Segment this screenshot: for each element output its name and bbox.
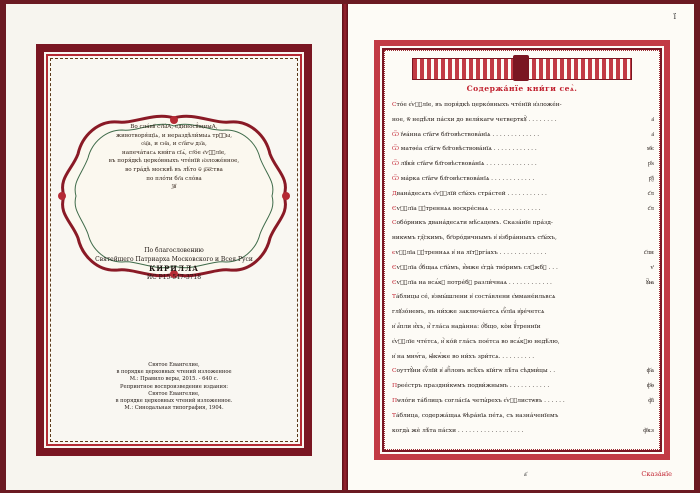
cartouche-line: Во сла́вꙋ ст҃ы́А, единосꙋ́щныА, <box>130 124 218 130</box>
toc-initial: Ѿ <box>392 161 399 168</box>
right-page <box>348 4 694 490</box>
toc-entry-text: а́блицы се́, и҆змы́шлени и҆ соста́влени є҆ммане́ильвсѧ <box>395 294 556 301</box>
toc-row <box>392 305 654 320</box>
toc-initial: Є <box>392 264 397 271</box>
imprint-line: в порядке церковных чтений изложенное <box>116 369 232 376</box>
toc-entry-text: матѳе́а ст҃а́гѡ бл҃говѣствова́нїѧ . . . . . . . . . . . . <box>398 146 537 153</box>
toc-page-number: ф҃кз <box>641 424 654 439</box>
toc-entry-text: ѵⷢ҇лїа ѻ҆́бщаѧ ст҃ы́мъ, и҆̀мже є҆гда̀ тво́римъ слꙋ́жбꙋ . . . <box>396 264 558 271</box>
patriarch-name: КИРИЛЛА <box>149 264 199 273</box>
imprint-line: Святейшего Патриарха Московского и Всея Руси <box>95 256 253 263</box>
imprint-line: в порядке церковных чтений изложенное. <box>115 398 233 405</box>
cartouche-line: напеча́тасѧ кни́га сїѧ̀, ст҃о́е є҆ѵⷢ҇лїе, <box>122 149 226 156</box>
toc-row <box>392 424 654 439</box>
toc-initial: П <box>392 397 398 404</box>
toc-row <box>392 290 654 305</box>
imprint-line: М.: Синодальная типография, 1904. <box>124 405 224 412</box>
cartouche-line: ѻ҆ц҃а, и сн҃а, и ст҃а́гѡ дх҃а, <box>141 141 207 148</box>
imprint-line: Святое Евангелие, <box>148 390 200 397</box>
toc-page-number: р҃ѯ <box>647 172 654 187</box>
toc-row <box>392 320 654 335</box>
page-signature: а҃ <box>524 471 527 478</box>
toc-initial: Ѿ <box>392 131 399 138</box>
cartouche-line: въ поря́дкѣ церко́вныхъ чте́нїй и҆зложе́нное, <box>108 158 240 165</box>
toc-entry-text: ное, ѿ недѣ́ли па́схи до вели́кагѡ четверткꙋ̀ . . . . . . . . <box>392 116 557 123</box>
toc-row <box>392 379 654 394</box>
ornamental-frame <box>374 40 670 460</box>
toc-row <box>392 216 654 231</box>
headpiece-ornament <box>412 58 632 80</box>
toc-entry-text: є҆ѵⷢ҇лїе чте́тсѧ, и҆̀ ко́й гла́съ пое́тса во всѧ́кꙋю недѣ́лю, <box>392 338 560 345</box>
toc-entry-text: глꙋзо́немъ, въ ни́хже заключа́етсѧ є҆ѵⷢ҇лїа и҆ҏе́четсѧ <box>392 309 545 316</box>
toc-page-number: ѵ҃ <box>649 261 654 276</box>
toc-entry-text: то́е є҆ѵⷢ҇лїе, въ поря́дкѣ церко́вныхъ чте́нїй и҆зложе́н- <box>396 102 562 108</box>
cartouche-text <box>102 110 246 192</box>
toc-row <box>392 113 654 128</box>
publication-imprint <box>58 362 290 412</box>
toc-initial: Є <box>392 205 397 212</box>
toc-page-number: ф҃а <box>645 364 654 379</box>
toc-entry-text: рее́стръ праздни́кѡмъ подви́жнымъ . . . . . . . . . . . <box>397 383 550 390</box>
toc-row <box>392 364 654 379</box>
toc-entry-text: никѡмъ гд҇скимъ, бг҃оро́дичнымъ и҆ и҆збра́нныхъ ст҃ы́хъ, <box>392 235 557 242</box>
folio-number: ї <box>673 12 676 21</box>
cartouche-line: во гра́дѣ москвѣ̀ въ лѣ́то ѿ р҇ж҇ства <box>125 166 223 173</box>
toc-page-number: ф҃ѳ <box>645 379 654 394</box>
toc-entry-text: оуттꙋ̀ни є҆ѵⷢ҇лїй и҆ а҆пⷭ҇ловъ всѣ́хъ кїи́гѡ лѣ́та сѣдми́цы . . <box>396 368 556 375</box>
toc-initial: С <box>392 368 397 375</box>
toc-entry-text: ї҆ѡа́нна ст҃а́гѡ бл҃говѣствова́нїѧ . . . . . . . . . . . . . <box>398 131 540 138</box>
toc-page-number: а҃ <box>649 113 654 128</box>
toc-entry-text: и҆ а҆́пли и҆́хъ, и҆̀ гла́са нада̀нна: ѻ҆́бщо, ко̀и ꙋ҆́треннїи <box>392 323 541 330</box>
toc-row <box>392 157 654 172</box>
toc-page-number: а҃ <box>649 128 654 143</box>
toc-row <box>392 261 654 276</box>
toc-entry-text: ѡло́ги та́блицъ согла́сїѧ четы́рехъ є҆ѵⷢ҇листѡвъ . . . . . . <box>397 397 565 404</box>
cartouche-line: по пло́ти бг҃а сло́ва <box>146 175 202 182</box>
toc-row <box>392 128 654 143</box>
toc-row <box>392 187 654 202</box>
toc-page-number: м҃є <box>645 142 654 157</box>
toc-initial: С <box>392 220 397 227</box>
toc-initial: П <box>392 383 398 390</box>
book-spread <box>6 4 694 490</box>
toc-row <box>392 246 654 261</box>
toc-page-number: ф҃і <box>646 394 654 409</box>
toc-entry-text: и҆ на мнѡ́га, ꙗ҆кѡ́же во ни́хъ зри́тсѧ. . . . . . . . . . <box>392 353 535 360</box>
toc-entry-text: вана́десѧть є҆ѵⷢ҇лїй ст҃ы́хъ стра́стей . . . . . . . . . . . <box>396 190 547 197</box>
toc-entry-text: ма́рка ст҃а́гѡ бл҃говѣствова́нїѧ . . . . . . . . . . . . <box>398 175 535 182</box>
toc-row <box>392 231 654 246</box>
imprint-line: Репринтное воспроизведение издания: <box>120 383 228 390</box>
toc-initial: Є <box>392 279 397 286</box>
ornamental-frame <box>36 44 312 456</box>
toc-row <box>392 98 654 113</box>
toc-initial: Т <box>392 294 396 301</box>
imprint-line: По благословению <box>144 247 204 254</box>
left-page <box>6 4 342 490</box>
toc-row <box>392 276 654 291</box>
cartouche-line: ѯꙋ <box>171 184 177 191</box>
toc-title: Содержа́нїе кни́ги сеѧ̀. <box>466 84 578 93</box>
toc-entry-text: ѵⷢ҇лїа на всѧ́кꙋ потре́бꙋ разли́чнаѧ . . . . . . . . . . . . <box>396 279 552 286</box>
blessing-imprint <box>58 246 290 282</box>
toc-row <box>392 350 654 365</box>
catchword: Сказа́нїе <box>641 470 672 478</box>
cross-icon <box>513 55 529 81</box>
toc-page-number: с҃лн <box>642 246 654 261</box>
toc-row <box>392 335 654 350</box>
toc-page-number: с҃л <box>646 202 654 217</box>
toc-page-number: р҃ѕ <box>646 157 654 172</box>
imprint-line: М.: Правило веры, 2015. - 640 с. <box>129 376 219 383</box>
toc-initial: Ѿ <box>392 146 399 153</box>
imprint-line: Святое Евангелие, <box>148 362 200 368</box>
toc-entry-text: ѵⷢ҇лїа ꙋ҆́треннѧѧ воскре́снаѧ . . . . . . . . . . . . . . <box>396 205 541 212</box>
toc-row <box>392 142 654 157</box>
toc-initial: Т <box>392 412 396 419</box>
toc-entry-text: а́блица, содержа́щаѧ ѿѣра́нїѧ пе́тѧ, съ назна́ченїемъ <box>395 412 559 419</box>
toc-entry-text: когда̀ жѐ лѣ́та па́схи . . . . . . . . . . . . . . . . . . <box>392 427 524 434</box>
cartouche-line: животворя́щїѧ, и нераздѣли́мыѧ трⷪ҇ы, <box>115 132 233 139</box>
toc-row <box>392 394 654 409</box>
toc-row <box>392 202 654 217</box>
toc-initial: С <box>392 102 397 108</box>
isbn-code: ИС Р15-547-3718 <box>146 274 202 281</box>
toc-initial: Ѿ <box>392 175 399 182</box>
toc-page-number: ꙋ҃ꙗ <box>644 276 654 291</box>
toc-row <box>392 409 654 424</box>
toc-entry-text: ѵⷢ҇лїа ꙋ҆́треннѧѧ и҆ на лїтꙋргі́ахъ . . . . . . . . . . . . . <box>395 249 547 256</box>
toc-page-number: с҃л <box>646 187 654 202</box>
toc-entry-text: обо́рникъ двана́десѧти мѣ́сѧцемъ. Сказа́нїе пра́зд- <box>396 220 553 227</box>
table-of-contents <box>392 98 654 438</box>
toc-row <box>392 172 654 187</box>
toc-initial: є <box>392 249 396 256</box>
toc-entry-text: лꙋкѝ ст҃а́гѡ бл҃говѣствова́нїѧ . . . . . . . . . . . . . . <box>398 161 537 168</box>
toc-initial: Д <box>392 190 397 197</box>
